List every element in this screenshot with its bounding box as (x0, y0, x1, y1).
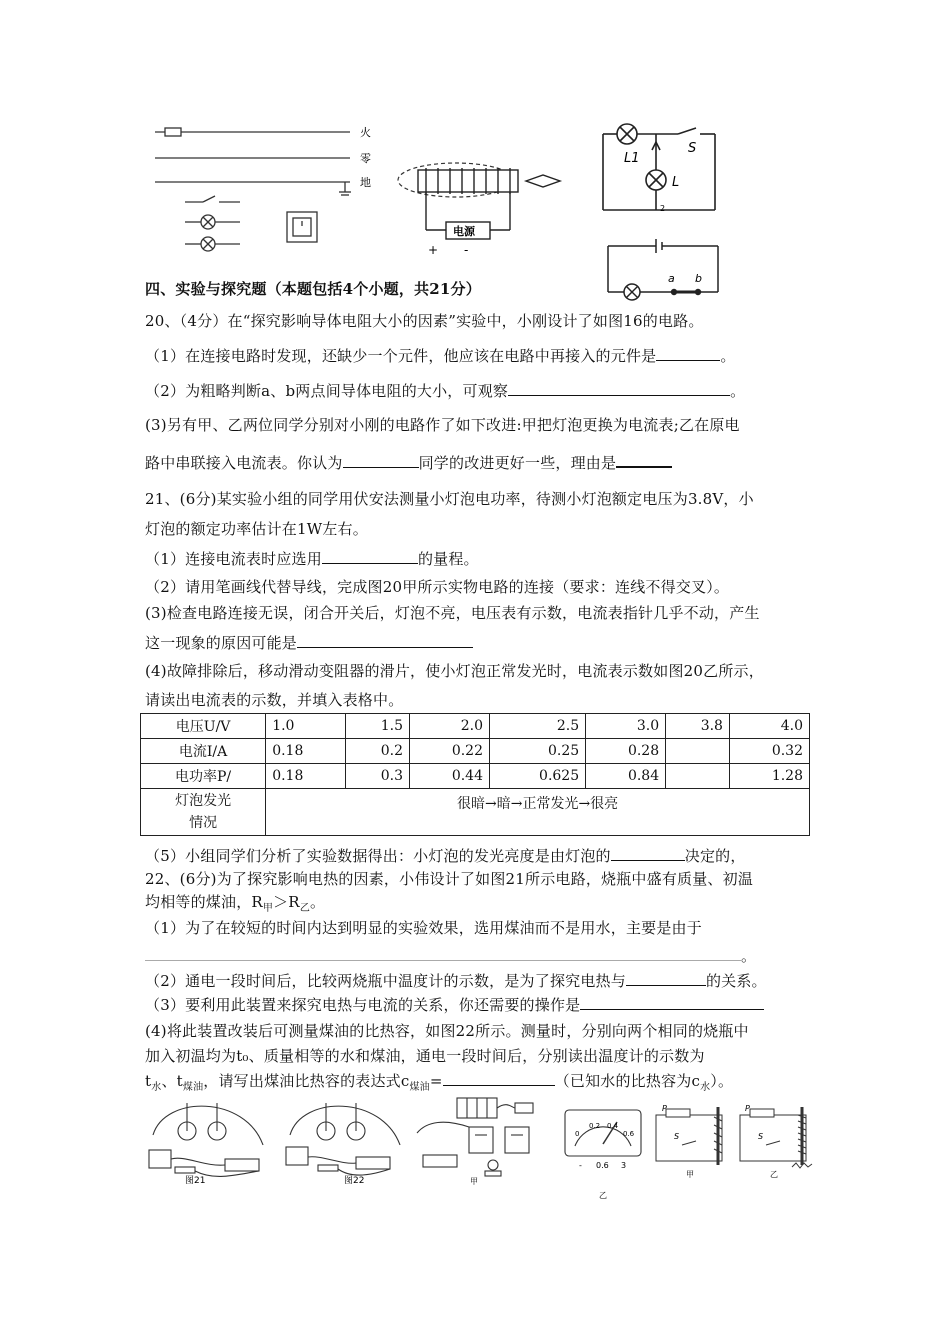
lamp1-label: L1 (624, 151, 640, 166)
q22-part2-text: （2）通电一段时间后，比较两烧瓶中温度计的示数，是为了探究电热与 (145, 972, 626, 990)
q20-part1-end: 。 (720, 347, 736, 365)
q22-stem-line1: 22、(6分)为了探究影响电热的因素，小伟设计了如图21所示电路，烧瓶中盛有质量、初温 (145, 870, 754, 888)
row-label (141, 789, 266, 836)
figure-20-jia (415, 1093, 555, 1185)
ammeter-caption: 乙 (599, 1191, 607, 1200)
q21-part3-blank[interactable] (297, 633, 473, 648)
power-blank-cell[interactable] (666, 764, 730, 789)
q22-stem-line2 (145, 891, 325, 914)
q21-part5 (145, 845, 746, 866)
row-label: 电流I/A (141, 739, 266, 764)
row-label: 电功率P/ (141, 764, 266, 789)
figure-20-jia-caption: 甲 (470, 1177, 478, 1186)
q21-part5-text: （5）小组同学们分析了实验数据得出：小灯泡的发光亮度是由灯泡的 (145, 847, 611, 865)
q22-t2: 、t (161, 1072, 183, 1090)
q22-equals: = (429, 1072, 443, 1090)
q20-part2-end: 。 (730, 382, 746, 400)
q21-stem-line1: 21、(6分)某实验小组的同学用伏安法测量小灯泡电功率，待测小灯泡额定电压为3.8V，小 (145, 490, 754, 508)
q21-part5-end: 决定的， (684, 847, 746, 865)
s-label-left: S (674, 1132, 680, 1141)
p-label-left: P (662, 1104, 667, 1113)
q22-stem-text: 均相等的煤油，R (145, 893, 263, 911)
q22-known-end: ）。 (710, 1072, 734, 1090)
q22-sub-jia: 甲 (262, 903, 274, 914)
q20-part3-line1: (3)另有甲、乙两位同学分别对小刚的电路作了如下改进:甲把灯泡更换为电流表;乙在原电 (145, 416, 740, 434)
data-table (140, 713, 810, 836)
power-source-label: 电源 (453, 225, 475, 238)
q22-part3-blank[interactable] (580, 995, 764, 1010)
q22-part2 (145, 970, 767, 991)
table-cell: 0.625 (490, 764, 586, 789)
yi-caption-right: 乙 (770, 1170, 778, 1179)
section-title: 四、实验与探究题（本题包括4个小题，共21分） (145, 280, 481, 298)
table-row (141, 764, 810, 789)
meter-terminal-3: 3 (621, 1161, 627, 1170)
q20-stem: 20、（4分）在“探究影响导体电阻大小的因素”实验中，小刚设计了如图16的电路。 (145, 312, 704, 330)
q22-part1: （1）为了在较短的时间内达到明显的实验效果，选用煤油而不是用水，主要是由于 (145, 919, 702, 937)
node-label: 2 (660, 204, 666, 213)
q20-part2-text: （2）为粗略判断a、b两点间导体电阻的大小，可观察 (145, 382, 509, 400)
table-cell: 2.5 (490, 714, 586, 739)
q22-known-text: （已知水的比热容为c (554, 1072, 701, 1090)
s-label-right: S (758, 1132, 764, 1141)
table-cell: 3.0 (586, 714, 666, 739)
q20-part3-line2 (145, 452, 672, 473)
q21-part3-line2 (145, 632, 473, 653)
q22-part4-line3 (145, 1070, 733, 1093)
table-cell: 0.32 (729, 739, 809, 764)
q21-part5-blank[interactable] (611, 846, 685, 861)
current-blank-cell[interactable] (666, 739, 730, 764)
meter-terminal-neg: - (579, 1161, 582, 1170)
q21-part1 (145, 548, 479, 569)
meter-tick-1: 0.2 (589, 1122, 601, 1130)
jia-caption-right: 甲 (686, 1170, 694, 1179)
q20-part3-mid: 同学的改进更好一些，理由是 (418, 454, 617, 472)
meter-tick-0: 0 (575, 1130, 580, 1138)
solenoid-diagram (398, 158, 578, 258)
q22-part2-end: 的关系。 (705, 972, 767, 990)
p-label-right: P (745, 1104, 750, 1113)
q20-part3-blank2[interactable] (616, 452, 672, 468)
table-cell: 0.28 (586, 739, 666, 764)
q20-part3-blank1[interactable] (343, 453, 419, 468)
table-cell: 2.0 (410, 714, 490, 739)
meter-tick-3: 0.6 (623, 1130, 635, 1138)
q20-part3-text: 路中串联接入电流表。你认为 (145, 454, 343, 472)
q22-part4-line2: 加入初温均为t₀、质量相等的水和煤油，通电一段时间后，分别读出温度计的示数为 (145, 1047, 705, 1065)
point-a-label: a (668, 272, 675, 285)
ammeter-figure (563, 1108, 645, 1200)
q22-stem-end: 。 (310, 893, 326, 911)
q22-stem-gt: ＞R (273, 893, 300, 911)
q22-sub-yi: 乙 (299, 903, 311, 914)
q22-t: t (145, 1072, 152, 1090)
figure-21-caption: 图21 (185, 1176, 206, 1186)
q22-sub-kerosene2: 煤油 (409, 1082, 430, 1093)
table-row (141, 789, 810, 836)
wiring-diagram (145, 120, 385, 260)
q22-part2-blank[interactable] (626, 971, 706, 986)
switch-label: S (688, 141, 697, 156)
q20-part2-blank[interactable] (508, 381, 730, 396)
table-cell: 1.5 (346, 714, 410, 739)
q22-part1-answer (145, 945, 756, 966)
q22-sub-water2: 水 (700, 1082, 711, 1093)
table-cell: 0.84 (586, 764, 666, 789)
q22-part4-blank[interactable] (443, 1071, 555, 1086)
q21-part4-line2: 请读出电流表的示数，并填入表格中。 (145, 691, 404, 709)
table-cell: 0.18 (266, 739, 346, 764)
meter-tick-2: 0.4 (607, 1122, 619, 1130)
q22-expr-text: ，请写出煤油比热容的表达式c (203, 1072, 410, 1090)
q21-part3-text: 这一现象的原因可能是 (145, 634, 298, 652)
power-minus-label: - (464, 243, 469, 257)
meter-terminal-06: 0.6 (596, 1161, 609, 1170)
brightness-value: 很暗→暗→正常发光→很亮 (266, 789, 810, 836)
q20-part1 (145, 345, 736, 366)
brightness-label-line1: 灯泡发光 (175, 793, 232, 809)
table-cell: 0.22 (410, 739, 490, 764)
q21-part1-end: 的量程。 (417, 550, 479, 568)
power-plus-label: + (428, 243, 439, 257)
q22-part1-end: 。 (741, 947, 757, 965)
q21-part1-text: （1）连接电流表时应选用 (145, 550, 322, 568)
q22-sub-water: 水 (151, 1082, 162, 1093)
table-cell: 0.44 (410, 764, 490, 789)
ab-circuit-diagram (600, 236, 730, 306)
q21-part2: （2）请用笔画线代替导线，完成图20甲所示实物电路的连接（要求：连线不得交叉）。 (145, 578, 730, 596)
row-label: 电压U/V (141, 714, 266, 739)
table-row (141, 714, 810, 739)
neutral-wire-label: 零 (360, 152, 371, 165)
q21-part1-blank[interactable] (322, 549, 418, 564)
table-cell: 0.2 (346, 739, 410, 764)
q21-part4-line1: (4)故障排除后，移动滑动变阻器的滑片，使小灯泡正常发光时，电流表示数如图20乙所示， (145, 662, 764, 680)
figure-22 (282, 1095, 410, 1185)
q20-part1-blank[interactable] (656, 346, 720, 361)
table-cell: 3.8 (666, 714, 730, 739)
point-b-label: b (695, 272, 702, 285)
q22-sub-kerosene: 煤油 (182, 1082, 204, 1093)
table-row (141, 739, 810, 764)
brightness-label-line2: 情况 (189, 815, 218, 831)
q22-part4-line1: (4)将此装置改装后可测量煤油的比热容，如图22所示。测量时，分别向两个相同的烧瓶中 (145, 1022, 749, 1040)
ground-wire-label: 地 (360, 176, 371, 189)
q21-stem-line2: 灯泡的额定功率估计在1W左右。 (145, 520, 368, 538)
table-cell: 0.25 (490, 739, 586, 764)
q22-part3 (145, 994, 764, 1015)
table-cell: 0.18 (266, 764, 346, 789)
lamp-circuit-diagram (600, 120, 730, 215)
table-cell: 1.0 (266, 714, 346, 739)
q22-part1-blank[interactable] (145, 946, 741, 961)
table-cell: 4.0 (729, 714, 809, 739)
figure-21 (145, 1095, 273, 1185)
q20-part2 (145, 380, 745, 401)
figure-22-caption: 图22 (344, 1176, 365, 1186)
q22-part3-text: （3）要利用此装置来探究电热与电流的关系，你还需要的操作是 (145, 996, 581, 1014)
q21-part3-line1: (3)检查电路连接无误，闭合开关后，灯泡不亮，电压表有示数，电流表指针几乎不动，产生 (145, 604, 760, 622)
lamp2-label: L (672, 175, 680, 190)
table-cell: 0.3 (346, 764, 410, 789)
live-wire-label: 火 (360, 126, 371, 139)
electromagnet-figures (652, 1103, 822, 1183)
table-cell: 1.28 (729, 764, 809, 789)
q20-part1-text: （1）在连接电路时发现，还缺少一个元件，他应该在电路中再接入的元件是 (145, 347, 657, 365)
